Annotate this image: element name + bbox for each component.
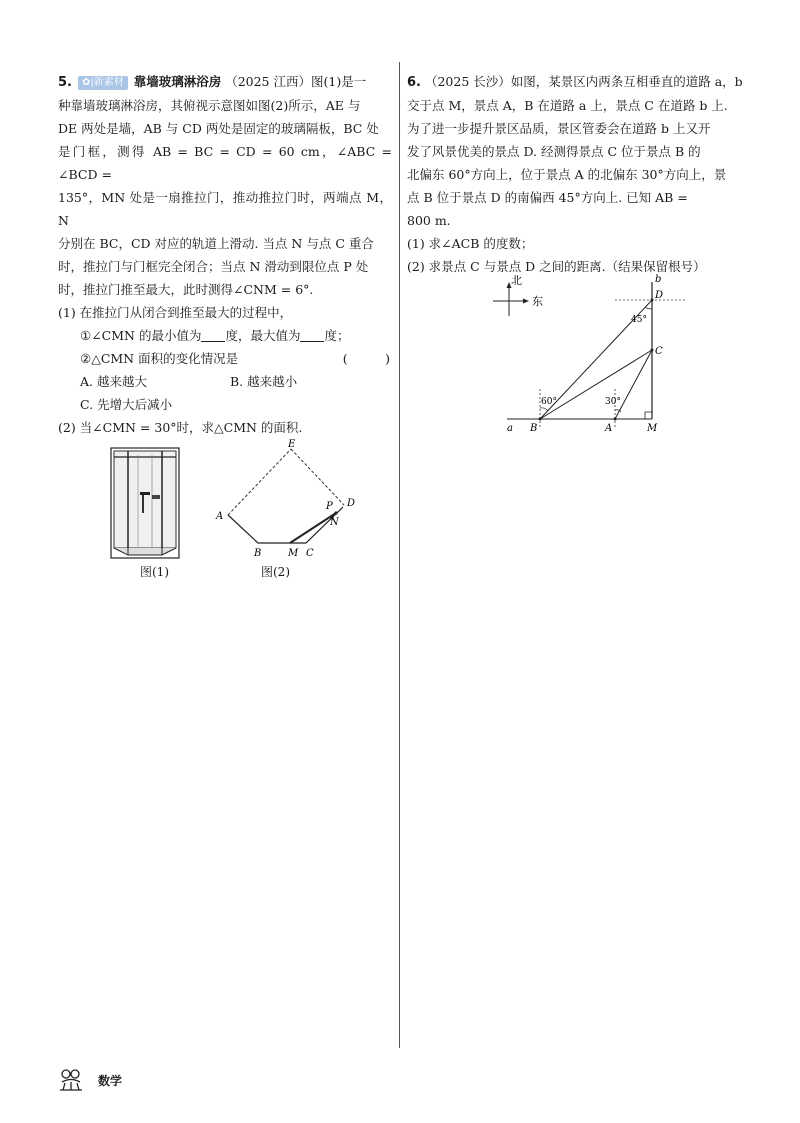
q5-title: 靠墙玻璃淋浴房 <box>133 74 222 89</box>
fig1-caption: 图(1) <box>140 565 169 579</box>
q6-part2: (2) 求景点 C 与景点 D 之间的距离.（结果保留根号） <box>407 259 706 274</box>
label-e: E <box>288 439 296 450</box>
label-a: A <box>216 511 224 522</box>
q6-number: 6. <box>407 75 421 90</box>
q5-text-line: 时，推拉门推至最大，此时测得∠CNM = 6°. <box>58 282 314 297</box>
answer-blank-max[interactable] <box>300 328 324 342</box>
mascot-icon <box>58 1068 84 1092</box>
q5-text-line: （2025 江西）图(1)是一 <box>225 74 367 89</box>
q6-text-line: 点 B 位于景点 D 的南偏西 45°方向上. 已知 AB = <box>407 190 688 205</box>
road-a-label: a <box>507 423 513 434</box>
page-footer <box>58 1068 122 1092</box>
angle-30-label: 30° <box>605 397 621 407</box>
answer-paren[interactable]: ( ) <box>342 351 390 366</box>
q6-text-line: 北偏东 60°方向上，位于景点 A 的北偏东 30°方向上，景 <box>407 167 727 182</box>
label-d: D <box>347 498 356 509</box>
road-b-label: b <box>655 274 662 285</box>
angle-60-label: 60° <box>541 397 557 407</box>
label-p: P <box>326 501 333 512</box>
north-label: 北 <box>511 274 522 287</box>
q6-text-line: 800 m. <box>407 213 451 228</box>
q5-options-row <box>58 370 392 393</box>
label-n: N <box>330 517 339 528</box>
answer-blank-min[interactable] <box>201 328 225 342</box>
q5-part1-b: ②△CMN 面积的变化情况是 ( ) <box>58 347 392 370</box>
footer-subject: 数学 <box>98 1073 123 1088</box>
q5-text-line: 分别在 BC，CD 对应的轨道上滑动. 当点 N 与点 C 重合 <box>58 236 374 251</box>
q6-text-line: 为了进一步提升景区品质，景区管委会在道路 b 上又开 <box>407 121 711 136</box>
q5-text-line: 135°，MN 处是一扇推拉门，推动推拉门时，两端点 M，N <box>58 190 392 228</box>
q5-text-line: DE 两处是墙，AB 与 CD 两处是固定的玻璃隔板，BC 处 <box>58 121 379 136</box>
q5-part2: (2) 当∠CMN = 30°时，求△CMN 的面积. <box>58 420 303 435</box>
point-d-label: D <box>655 290 664 301</box>
point-b-label: B <box>530 423 538 434</box>
label-m: M <box>288 548 299 559</box>
question-5 <box>58 70 392 587</box>
q5-part1-a: ①∠CMN 的最小值为 度，最大值为 度； <box>80 328 350 343</box>
compass-icon <box>493 274 543 316</box>
east-label: 东 <box>532 295 543 308</box>
option-c[interactable]: C. 先增大后减小 <box>80 397 173 412</box>
q5-text-line: 是门框，测得 AB = BC = CD = 60 cm，∠ABC = ∠BCD = <box>58 144 392 182</box>
q5-text-line: 时，推拉门与门框完全闭合；当点 N 滑动到限位点 P 处 <box>58 259 369 274</box>
shower-room-illustration <box>110 447 180 559</box>
q5-text-line: 种靠墙玻璃淋浴房，其俯视示意图如图(2)所示，AE 与 <box>58 98 361 113</box>
q5-line-0 <box>58 70 392 94</box>
point-a-label: A <box>605 423 613 434</box>
q5-part1-title: (1) 在推拉门从闭合到推至最大的过程中， <box>58 305 293 320</box>
q5-number: 5. <box>58 75 72 90</box>
option-b[interactable]: B. 越来越小 <box>230 374 298 389</box>
q6-text-line: 交于点 M，景点 A，B 在道路 a 上，景点 C 在道路 b 上. <box>407 98 728 113</box>
q6-text-line: （2025 长沙）如图，某景区内两条互相垂直的道路 a，b <box>424 74 743 89</box>
label-b: B <box>254 548 262 559</box>
angle-45-label: 45° <box>631 315 647 325</box>
option-a[interactable]: A. 越来越大 <box>80 374 147 389</box>
q6-text-line: 发了风景优美的景点 D. 经测得景点 C 位于景点 B 的 <box>407 144 701 159</box>
q5-figures <box>58 439 392 587</box>
question-6 <box>407 70 743 434</box>
q6-line-0 <box>407 70 743 94</box>
label-c: C <box>306 548 314 559</box>
point-m-label: M <box>647 423 658 434</box>
q5-new-material-badge: ✿|新素材 <box>78 76 128 90</box>
scenic-area-diagram <box>487 272 747 442</box>
fig2-caption: 图(2) <box>261 565 290 579</box>
column-divider <box>399 62 400 1048</box>
point-c-label: C <box>655 346 663 357</box>
q6-part1: (1) 求∠ACB 的度数； <box>407 236 534 251</box>
shower-top-view-diagram <box>206 439 366 567</box>
